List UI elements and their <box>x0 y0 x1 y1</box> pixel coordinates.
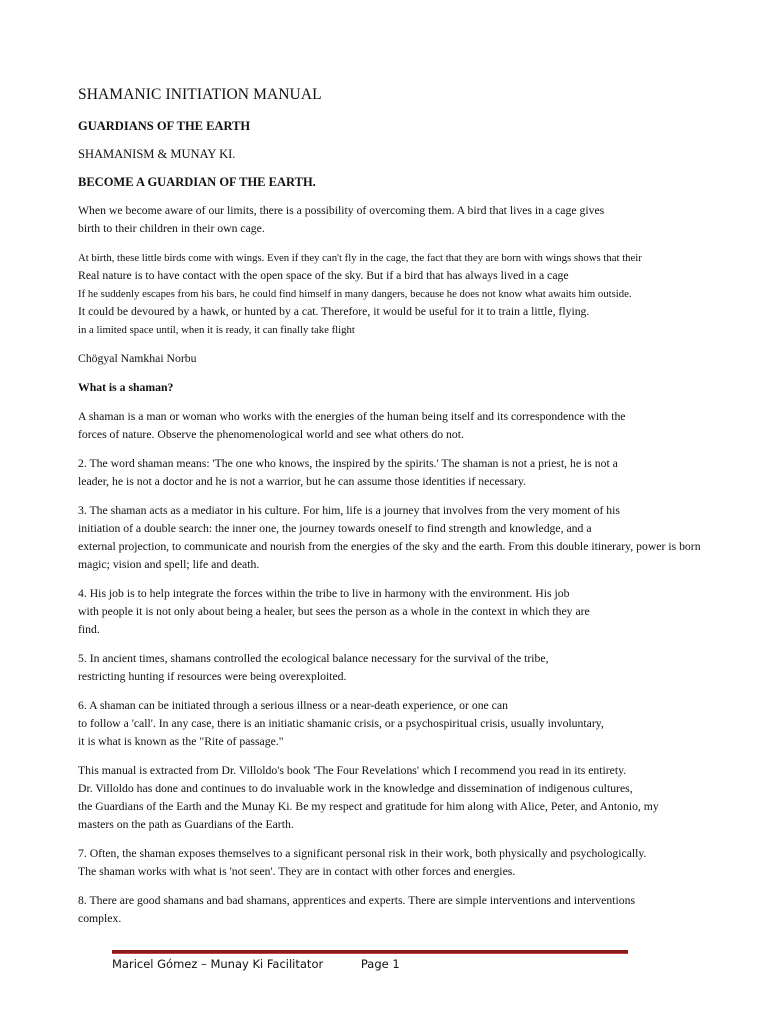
text-line: Real nature is to have contact with the open space of the sky. But if a bird that has always lived in a cage <box>78 269 569 282</box>
footer-rule <box>112 950 628 954</box>
text-line: A shaman is a man or woman who works with the energies of the human being itself and its correspondence with the <box>78 410 626 423</box>
text-line: with people it is not only about being a healer, but sees the person as a whole in the context in which they are <box>78 605 590 618</box>
paragraph <box>78 762 768 834</box>
text-line: What is a shaman? <box>78 381 174 394</box>
paragraph-list <box>78 202 768 928</box>
text-line: the Guardians of the Earth and the Munay Ki. Be my respect and gratitude for him along with Alice, Peter, and Antonio, my <box>78 800 659 813</box>
paragraph <box>78 697 768 751</box>
paragraph <box>78 845 768 881</box>
text-line: Dr. Villoldo has done and continues to do invaluable work in the knowledge and dissemination of indigenous cultures, <box>78 782 633 795</box>
section-heading <box>78 379 768 397</box>
text-line: leader, he is not a doctor and he is not a warrior, but he can assume those identities if necessary. <box>78 475 527 488</box>
paragraph <box>78 350 768 368</box>
text-line: Chögyal Namkhai Norbu <box>78 352 197 365</box>
text-line: it is what is known as the "Rite of passage." <box>78 735 284 748</box>
paragraph <box>78 585 768 639</box>
text-line: The shaman works with what is 'not seen'. They are in contact with other forces and energies. <box>78 865 516 878</box>
text-line: 5. In ancient times, shamans controlled the ecological balance necessary for the survival of the tribe, <box>78 652 549 665</box>
document-call: BECOME A GUARDIAN OF THE EARTH. <box>78 175 316 189</box>
text-line: birth to their children in their own cage. <box>78 222 265 235</box>
text-line: restricting hunting if resources were being overexploited. <box>78 670 347 683</box>
text-line: forces of nature. Observe the phenomenological world and see what others do not. <box>78 428 464 441</box>
footer-page-number: Page 1 <box>360 957 400 971</box>
text-line: complex. <box>78 912 122 925</box>
footer-author: Maricel Gómez – Munay Ki Facilitator <box>112 957 324 971</box>
text-line: find. <box>78 623 100 636</box>
paragraph <box>78 249 768 339</box>
text-line: 3. The shaman acts as a mediator in his culture. For him, life is a journey that involves from the very moment of his <box>78 504 620 517</box>
text-line: in a limited space until, when it is ready, it can finally take flight <box>78 324 355 336</box>
document-topic: SHAMANISM & MUNAY KI. <box>78 147 236 161</box>
text-line: 7. Often, the shaman exposes themselves to a significant personal risk in their work, both physically and psychologically. <box>78 847 647 860</box>
text-line: to follow a 'call'. In any case, there is an initiatic shamanic crisis, or a psychospiritual crisis, usually involuntary, <box>78 717 604 730</box>
text-line: This manual is extracted from Dr. Villoldo's book 'The Four Revelations' which I recommend you read in its entirety. <box>78 764 627 777</box>
paragraph <box>78 408 768 444</box>
paragraph <box>78 650 768 686</box>
text-line: 8. There are good shamans and bad shamans, apprentices and experts. There are simple interventions and interventions <box>78 894 636 907</box>
text-line: 4. His job is to help integrate the forces within the tribe to live in harmony with the environment. His job <box>78 587 570 600</box>
text-line: masters on the path as Guardians of the Earth. <box>78 818 294 831</box>
document-subtitle: GUARDIANS OF THE EARTH <box>78 119 251 133</box>
page-footer <box>112 957 400 971</box>
text-line: 2. The word shaman means: 'The one who knows, the inspired by the spirits.' The shaman is not a priest, he is not a <box>78 457 618 470</box>
text-line: initiation of a double search: the inner one, the journey towards oneself to find strength and knowledge, and a <box>78 522 592 535</box>
paragraph <box>78 455 768 491</box>
text-line: At birth, these little birds come with wings. Even if they can't fly in the cage, the fact that they are born with wings shows that their <box>78 252 642 264</box>
text-line: external projection, to communicate and nourish from the energies of the sky and the earth. From this double itinerary, power is born <box>78 540 701 553</box>
text-line: magic; vision and spell; life and death. <box>78 558 260 571</box>
paragraph <box>78 202 768 238</box>
text-line: 6. A shaman can be initiated through a serious illness or a near-death experience, or one can <box>78 699 508 712</box>
document-body <box>78 86 768 939</box>
document-title: SHAMANIC INITIATION MANUAL <box>78 86 322 103</box>
text-line: If he suddenly escapes from his bars, he could find himself in many dangers, because he does not know what awaits him outside. <box>78 288 632 300</box>
paragraph <box>78 892 768 928</box>
paragraph <box>78 502 768 574</box>
text-line: When we become aware of our limits, there is a possibility of overcoming them. A bird that lives in a cage gives <box>78 204 605 217</box>
text-line: It could be devoured by a hawk, or hunted by a cat. Therefore, it would be useful for it to train a little, flying. <box>78 305 590 318</box>
